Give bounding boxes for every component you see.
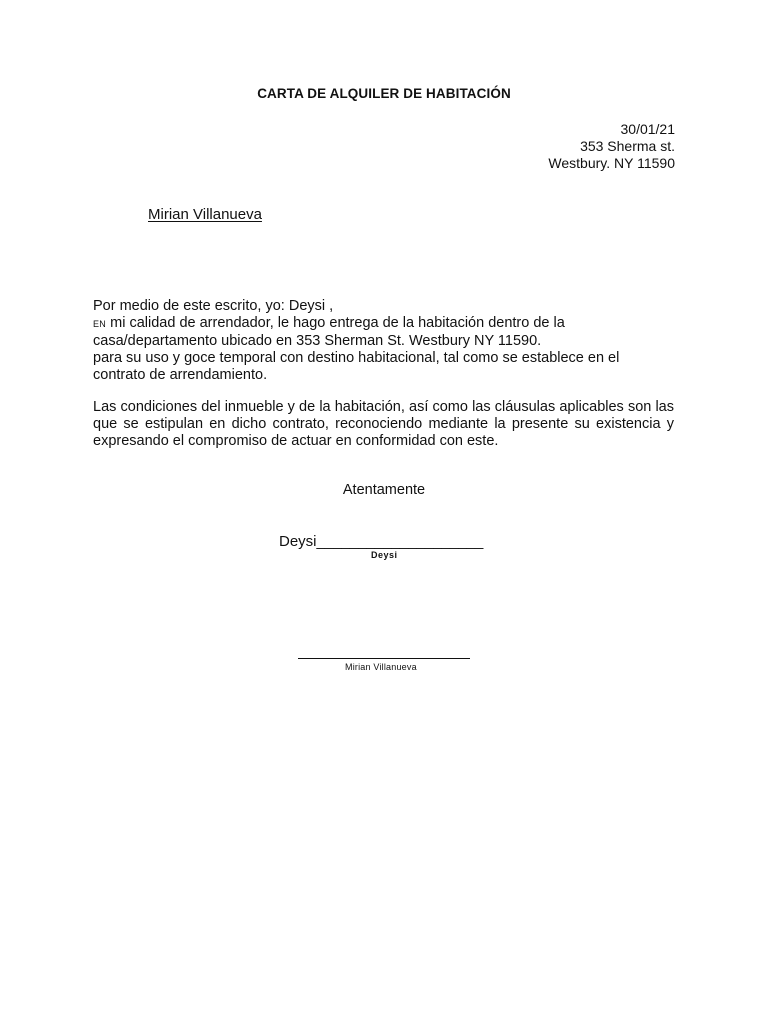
paragraph-line-rest: mi calidad de arrendador, le hago entrega de la habitación dentro de la: [106, 315, 565, 331]
signature-caption-landlord: Deysi: [371, 550, 398, 560]
sender-block: [548, 121, 675, 172]
signature-line-landlord: Deysi____________________: [279, 533, 484, 550]
recipient-name: Mirian Villanueva: [148, 206, 262, 223]
letter-date: 30/01/21: [620, 121, 675, 137]
closing-text: Atentamente: [342, 482, 426, 498]
document-title: CARTA DE ALQUILER DE HABITACIÓN: [257, 86, 511, 101]
paragraph-conditions: Las condiciones del inmueble y de la habitación, así como las cláusulas aplicables son las que se estipulan en dicho contrato, reconociendo mediante la presente su existencia y expresando el compromiso de actuar en conformidad con este.: [93, 399, 674, 449]
paragraph-line: Por medio de este escrito, yo: Deysi ,: [93, 298, 334, 314]
sender-address-line2: Westbury. NY 11590: [548, 155, 675, 171]
sender-address-line1: 353 Sherma st.: [580, 138, 675, 154]
signature-line-tenant: [298, 658, 470, 659]
paragraph-line: [93, 315, 683, 333]
paragraph-line: casa/departamento ubicado en 353 Sherman St. Westbury NY 11590.: [93, 333, 542, 349]
paragraph-line-prefix: EN: [93, 319, 107, 329]
paragraph-line: para su uso y goce temporal con destino habitacional, tal como se establece en el: [93, 350, 620, 366]
signature-caption-tenant: Mirian Villanueva: [345, 662, 417, 672]
paragraph-delivery: [93, 298, 683, 384]
paragraph-line: contrato de arrendamiento.: [93, 367, 268, 383]
